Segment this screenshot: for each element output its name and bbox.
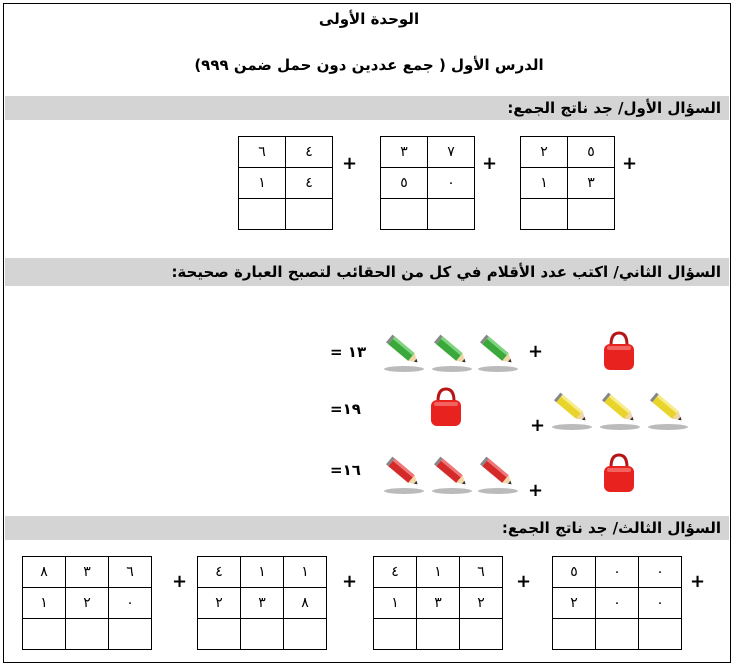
plus-sign: + [342,153,358,174]
digit-cell: ٣ [241,588,284,619]
q1-problem-2 [380,136,475,230]
digit-cell: ٦ [460,557,503,588]
red-pencil-icon [474,450,520,496]
lesson-title: الدرس الأول ( جمع عددين دون حمل ضمن ٩٩٩) [194,56,544,74]
q3-problem-4 [552,556,682,650]
plus-sign: + [528,341,544,362]
digit-cell: ٥ [381,168,428,199]
q3-problem-2 [197,556,327,650]
answer-cell[interactable] [109,619,152,650]
yellow-pencil-icon [644,386,690,432]
digit-cell: ١ [521,168,568,199]
digit-cell: ١ [284,557,327,588]
plus-sign: + [172,571,188,592]
answer-cell[interactable] [239,199,286,230]
equation-result: ١٦= [330,461,361,479]
plus-sign: + [342,571,358,592]
plus-sign: + [528,480,544,501]
digit-cell: ٢ [460,588,503,619]
digit-cell: ٤ [198,557,241,588]
equation-result: ١٩= [330,400,361,418]
digit-cell: ١ [239,168,286,199]
red-pencil-icon [380,450,426,496]
plus-sign: + [622,153,638,174]
digit-cell: ٦ [239,137,286,168]
digit-cell: ٥ [553,557,596,588]
answer-cell[interactable] [568,199,615,230]
plus-sign: + [482,153,498,174]
digit-cell: ٠ [109,588,152,619]
digit-cell: ٨ [23,557,66,588]
answer-cell[interactable] [66,619,109,650]
digit-cell: ٣ [417,588,460,619]
equation-result: ١٣ = [330,343,367,361]
digit-cell: ١ [417,557,460,588]
answer-cell[interactable] [639,619,682,650]
answer-cell[interactable] [23,619,66,650]
yellow-pencil-icon [596,386,642,432]
green-pencil-icon [428,328,474,374]
digit-cell: ٧ [428,137,475,168]
digit-cell: ٤ [286,168,333,199]
digit-cell: ٣ [66,557,109,588]
answer-cell[interactable] [553,619,596,650]
digit-cell: ٠ [428,168,475,199]
yellow-pencil-icon [548,386,594,432]
plus-sign: + [516,571,532,592]
digit-cell: ٠ [639,557,682,588]
digit-cell: ٠ [639,588,682,619]
digit-cell: ٣ [568,168,615,199]
answer-cell[interactable] [374,619,417,650]
answer-cell[interactable] [241,619,284,650]
digit-cell: ٦ [109,557,152,588]
answer-cell[interactable] [460,619,503,650]
question-3-title: السؤال الثالث/ جد ناتج الجمع: [5,516,729,540]
digit-cell: ٢ [521,137,568,168]
answer-cell[interactable] [521,199,568,230]
digit-cell: ٤ [374,557,417,588]
q1-problem-3 [520,136,615,230]
digit-cell: ١ [23,588,66,619]
answer-cell[interactable] [596,619,639,650]
digit-cell: ٢ [198,588,241,619]
answer-cell[interactable] [284,619,327,650]
digit-cell: ٢ [66,588,109,619]
question-2-title: السؤال الثاني/ اكتب عدد الأقلام في كل من الحقائب لتصبح العبارة صحيحة: [5,258,729,286]
question-1-title: السؤال الأول/ جد ناتج الجمع: [5,96,729,120]
q1-problem-1 [238,136,333,230]
plus-sign: + [690,571,706,592]
answer-cell[interactable] [381,199,428,230]
digit-cell: ٣ [381,137,428,168]
q3-problem-1 [22,556,152,650]
digit-cell: ٨ [284,588,327,619]
red-bag-icon[interactable] [600,452,638,494]
q3-problem-3 [373,556,503,650]
digit-cell: ٤ [286,137,333,168]
digit-cell: ٥ [568,137,615,168]
plus-sign: + [530,415,546,436]
digit-cell: ٢ [553,588,596,619]
answer-cell[interactable] [198,619,241,650]
red-bag-icon[interactable] [427,386,465,428]
green-pencil-icon [474,328,520,374]
digit-cell: ٠ [596,557,639,588]
answer-cell[interactable] [428,199,475,230]
digit-cell: ١ [374,588,417,619]
answer-cell[interactable] [286,199,333,230]
digit-cell: ٠ [596,588,639,619]
red-pencil-icon [428,450,474,496]
green-pencil-icon [380,328,426,374]
unit-title: الوحدة الأولى [318,10,420,28]
digit-cell: ١ [241,557,284,588]
answer-cell[interactable] [417,619,460,650]
red-bag-icon[interactable] [600,330,638,372]
